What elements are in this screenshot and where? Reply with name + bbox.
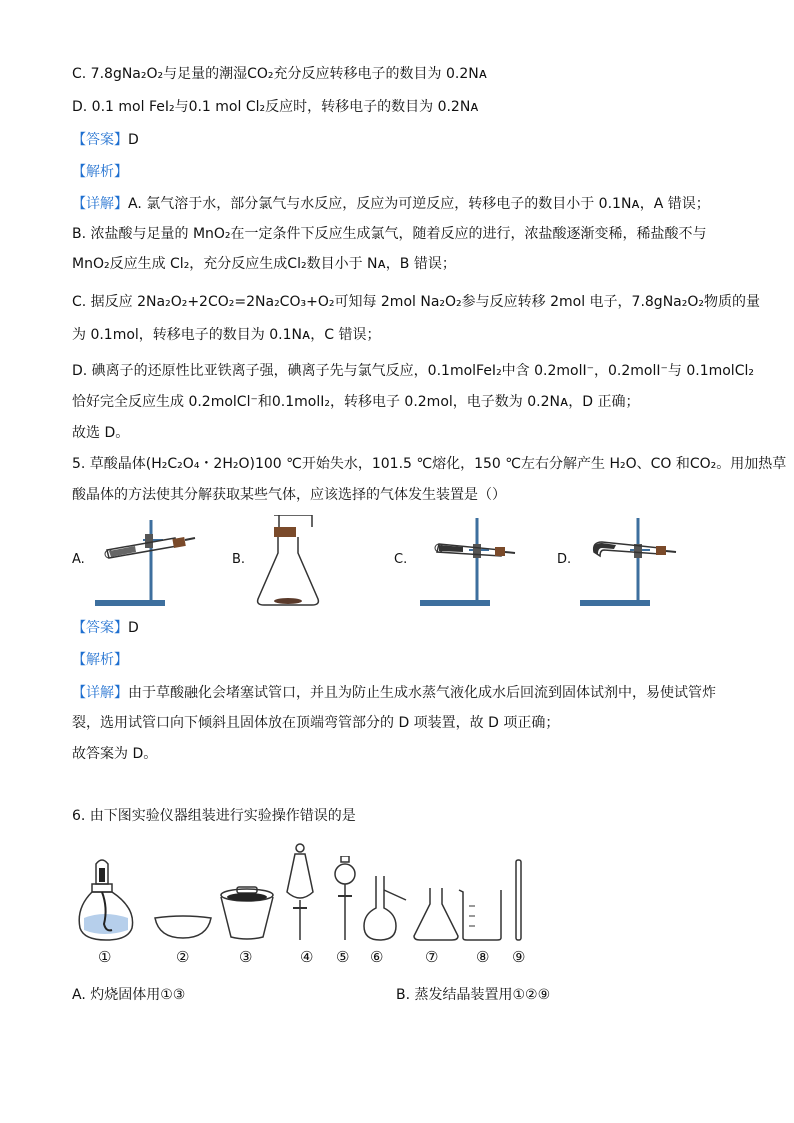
answer-label: 【答案】 (72, 620, 128, 636)
glass-rod-icon (512, 858, 526, 942)
q4-detail-c1: C. 据反应 2Na₂O₂+2CO₂=2Na₂CO₃+O₂可知每 2mol Na₂O₂参与反应转移 2mol 电子，7.8gNa₂O₂物质的量 (72, 294, 760, 310)
apparatus-d-tube-stand (580, 512, 690, 612)
instrument-label-6: ⑥ (370, 948, 384, 966)
q5-answer (72, 618, 139, 638)
crucible-icon (217, 885, 277, 943)
q4-detail-c2: 为 0.1mol，转移电子的数目为 0.1Nᴀ，C 错误； (72, 327, 381, 343)
instrument-label-8: ⑧ (476, 948, 490, 966)
q4-answer (72, 130, 139, 150)
q4-detail-d2: 恰好完全反应生成 0.2molCl⁻和0.1molI₂，转移电子 0.2mol，电子数为 0.2Nᴀ，D 正确； (72, 394, 640, 410)
apparatus-b-flask (254, 515, 324, 610)
detail-text: A. 氯气溶于水，部分氯气与水反应，反应为可逆反应，转移电子的数目小于 0.1Nᴀ，A 错误； (128, 196, 710, 212)
q4-detail-b2: MnO₂反应生成 Cl₂，充分反应生成Cl₂数目小于 Nᴀ，B 错误； (72, 256, 456, 272)
q6-option-a: A. 灼烧固体用①③ (72, 987, 186, 1003)
q5-option-a-label: A. (72, 552, 85, 567)
apparatus-c-tube-stand (415, 512, 525, 612)
q5-conclusion: 故答案为 D。 (72, 746, 158, 762)
q4-option-c: C. 7.8gNa₂O₂与足量的潮湿CO₂充分反应转移电子的数目为 0.2Nᴀ (72, 66, 488, 82)
q4-detail-a (72, 194, 710, 214)
answer-label: 【答案】 (72, 132, 128, 148)
answer-value: D (128, 620, 139, 636)
dropping-funnel-icon (330, 856, 360, 942)
q6-option-b: B. 蒸发结晶装置用①②⑨ (396, 987, 551, 1003)
detail-label: 【详解】 (72, 196, 128, 212)
instrument-label-3: ③ (239, 948, 253, 966)
q5-detail-line1 (72, 683, 716, 703)
detail-label: 【详解】 (72, 685, 128, 701)
separatory-funnel-icon (285, 842, 315, 942)
q5-stem-line1: 5. 草酸晶体(H₂C₂O₄・2H₂O)100 ℃开始失水，101.5 ℃熔化，150 ℃左右分解产生 H₂O、CO 和CO₂。用加热草 (72, 456, 787, 472)
q4-detail-b1: B. 浓盐酸与足量的 MnO₂在一定条件下反应生成氯气，随着反应的进行，浓盐酸逐渐变稀，稀盐酸不与 (72, 226, 707, 242)
q5-detail-line2: 裂，选用试管口向下倾斜且固体放在顶端弯管部分的 D 项装置，故 D 项正确； (72, 715, 560, 731)
q5-option-b-label: B. (232, 552, 246, 567)
beaker-icon (457, 886, 507, 942)
instrument-label-7: ⑦ (425, 948, 439, 966)
instrument-label-9: ⑨ (512, 948, 526, 966)
distilling-flask-icon (360, 874, 410, 942)
instrument-label-4: ④ (300, 948, 314, 966)
q4-detail-d1: D. 碘离子的还原性比亚铁离子强，碘离子先与氯气反应，0.1molFeI₂中含 0.2molI⁻，0.2molI⁻与 0.1molCl₂ (72, 363, 754, 379)
detail-text: 由于草酸融化会堵塞试管口，并且为防止生成水蒸气液化成水后回流到固体试剂中，易使试管炸 (128, 685, 716, 701)
evaporating-dish-icon (153, 912, 213, 942)
answer-value: D (128, 132, 139, 148)
conical-flask-icon (412, 886, 460, 942)
apparatus-a-flask-stand (95, 512, 205, 612)
q5-option-c-label: C. (394, 552, 408, 567)
alcohol-lamp-icon (74, 858, 138, 942)
q6-stem: 6. 由下图实验仪器组装进行实验操作错误的是 (72, 808, 356, 824)
q4-analysis-label: 【解析】 (72, 164, 128, 180)
q4-conclusion: 故选 D。 (72, 425, 130, 441)
q5-option-d-label: D. (557, 552, 572, 567)
q4-option-d: D. 0.1 mol FeI₂与0.1 mol Cl₂反应时，转移电子的数目为 0.2Nᴀ (72, 99, 479, 115)
instrument-label-2: ② (176, 948, 190, 966)
q5-analysis-label: 【解析】 (72, 652, 128, 668)
q5-stem-line2: 酸晶体的方法使其分解获取某些气体，应该选择的气体发生装置是（） (72, 487, 506, 503)
instrument-label-5: ⑤ (336, 948, 350, 966)
instrument-label-1: ① (98, 948, 112, 966)
